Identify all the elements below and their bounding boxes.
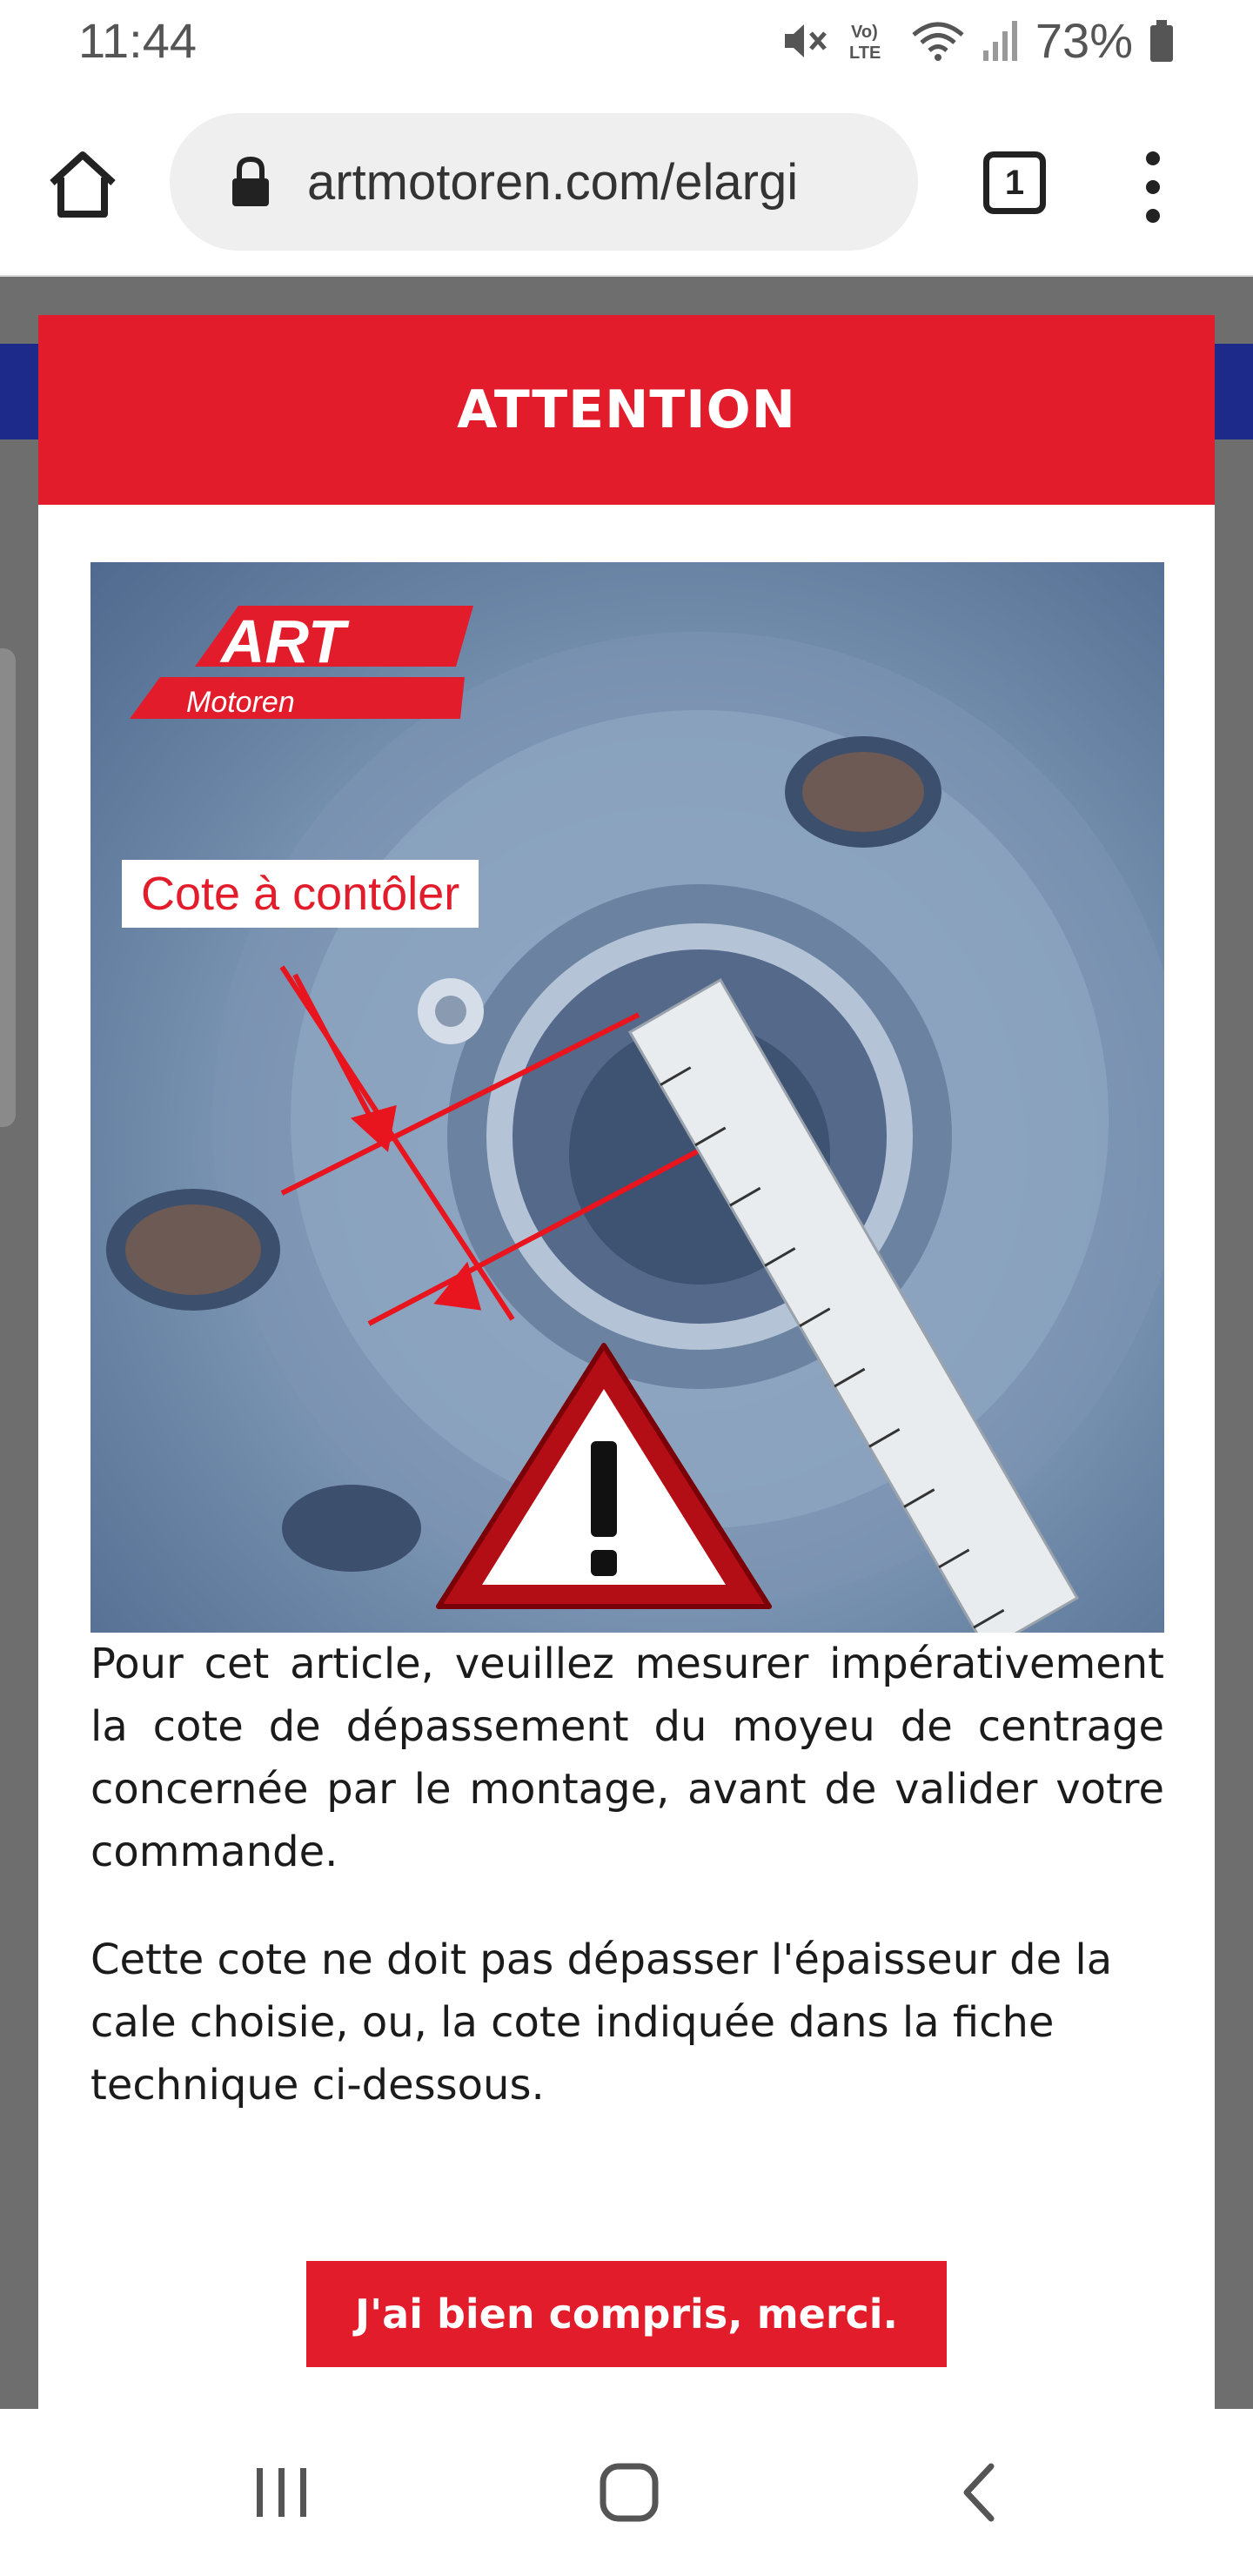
volte-icon: [846, 18, 895, 64]
measurement-caption: Cote à contôler: [122, 860, 479, 928]
signal-icon: [982, 19, 1020, 63]
url-text: artmotoren.com/elargi: [307, 153, 799, 211]
svg-text:Vo): Vo): [850, 22, 878, 42]
back-icon[interactable]: [946, 2458, 1015, 2527]
status-time: 11:44: [78, 13, 197, 68]
mute-icon: [781, 19, 830, 63]
paragraph-limit: Cette cote ne doit pas dépasser l'épaisseur de la cale choisie, ou, la cote indiquée dans la fiche technique ci-dessous.: [90, 1935, 1113, 2110]
logo-art-text: ART: [221, 607, 345, 675]
address-bar[interactable]: [170, 113, 918, 251]
paragraph-measure: Pour cet article, veuillez mesurer impérativement la cote de dépassement du moyeu de centrage concernée par le montage, avant de valider votre commande.: [90, 1640, 1164, 1876]
lock-icon: [229, 156, 272, 208]
art-motoren-logo: [130, 606, 473, 719]
tabs-button[interactable]: 1: [983, 151, 1046, 214]
system-nav-bar: [0, 2409, 1253, 2576]
page-side-handle[interactable]: [0, 648, 16, 1127]
confirm-button[interactable]: J'ai bien compris, merci.: [306, 2261, 947, 2367]
svg-text:LTE: LTE: [848, 43, 881, 63]
attention-modal: [38, 315, 1215, 2409]
recent-apps-icon[interactable]: [246, 2458, 316, 2527]
status-icons: [781, 12, 1175, 69]
battery-percent: 73%: [1035, 13, 1133, 68]
modal-title: ATTENTION: [457, 379, 796, 440]
hub-measurement-image: [90, 562, 1164, 1633]
battery-icon: [1149, 18, 1175, 64]
logo-motoren-text: Motoren: [186, 686, 295, 719]
home-nav-icon[interactable]: [594, 2458, 664, 2527]
modal-header: [38, 315, 1215, 505]
wifi-icon: [910, 19, 966, 63]
more-vert-icon[interactable]: [1136, 148, 1170, 226]
browser-toolbar: [0, 87, 1253, 277]
status-bar: [0, 0, 1253, 87]
home-icon[interactable]: [44, 144, 122, 223]
